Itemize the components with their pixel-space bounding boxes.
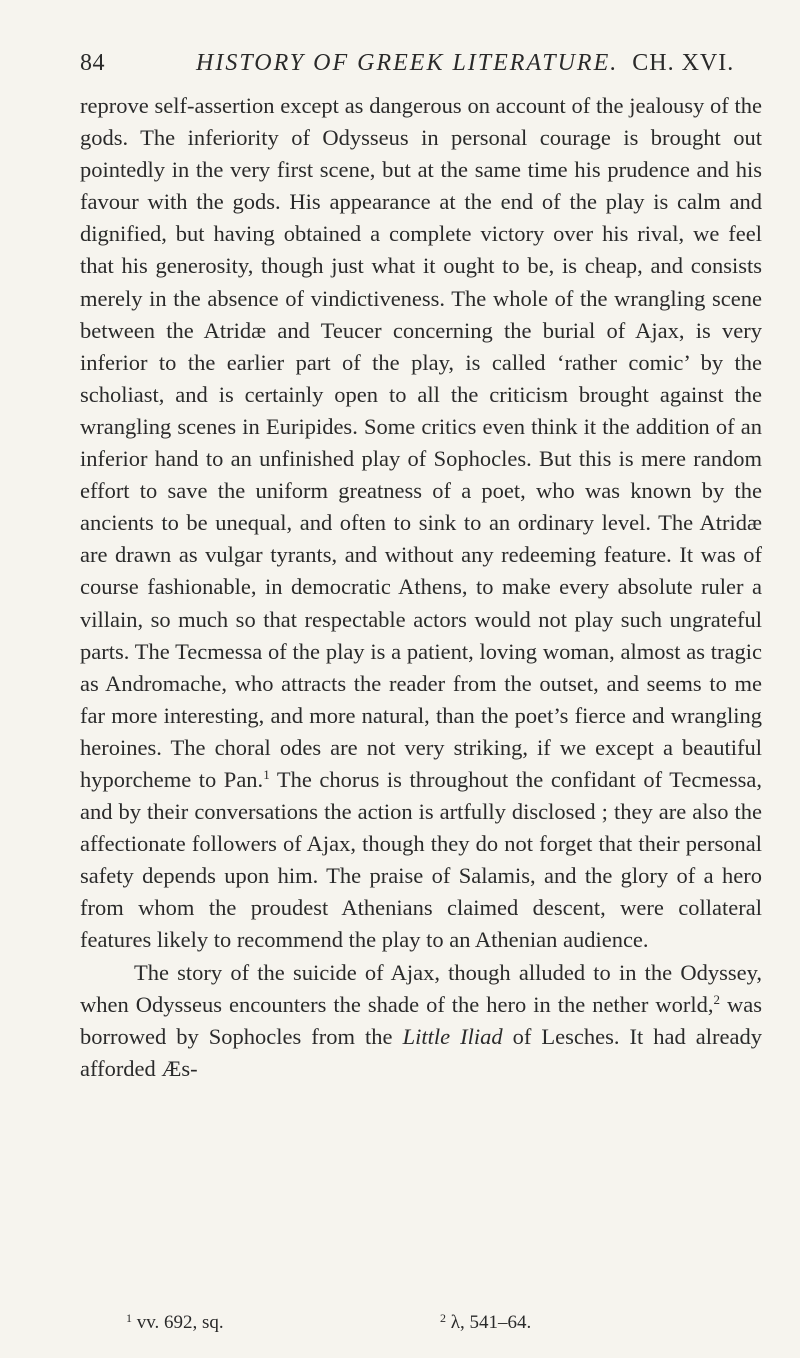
running-header — [80, 50, 776, 86]
page-number: 84 — [80, 50, 105, 76]
footnote-ref: 1 — [263, 766, 270, 782]
chapter-label: CH. XVI. — [632, 50, 735, 76]
paragraph: reprove self-assertion except as dangerous on account of the jealousy of the gods. The inferiority of Odysseus in personal courage is brought out pointedly in the very first scene, but at the same time his prudence and his favour with the gods. His appearance at the end of the play is calm and dignified, but having obtained a complete victory over his rival, we feel that his generosity, though just what it ought to be, is cheap, and consists merely in the absence of vindictiveness. The whole of the wrangling scene between the Atridæ and Teucer concerning the burial of Ajax, is very inferior to the earlier part of the play, is called ‘rather comic’ by the scholiast, and is certainly open to all the criticism brought against the wrangling scenes in Euripides. Some critics even think it the addition of an inferior hand to an unfinished play of Sophocles. But this is mere random effort to save the uniform greatness of a poet, who was known by the ancients to be unequal, and often to sink to an ordinary level. The Atridæ are drawn as vulgar tyrants, and without any redeeming feature. It was of course fashionable, in democratic Athens, to make every absolute ruler a villain, so much so that respectable actors would not play such ungrateful parts. The Tecmessa of the play is a patient, loving woman, almost as tragic as Andromache, who attracts the reader from the outset, and seems to me far more interesting, and more natural, than the poet’s fierce and wrangling heroines. The choral odes are not very striking, if we except a beautiful hyporcheme to Pan.$^1$ The chorus is throughout the confidant of Tecmessa, and by their conversations the action is artfully disclosed ; they are also the affectionate followers of Ajax, though they do not forget that their personal safety depends upon him. The praise of Salamis, and the glory of a hero from whom the proudest Athenians claimed descent, were collateral features likely to recommend the play to an Athenian audience. — [80, 93, 762, 953]
footnote: $^1$ vv. 692, sq. — [126, 1311, 224, 1333]
paragraph: The story of the suicide of Ajax, though alluded to in the Odyssey, when Odysseus encounters the shade of the hero in the nether world,$^2$ was borrowed by Sophocles from the Little Iliad of Lesches. It had already afforded Æs- — [80, 959, 763, 1081]
work-title: Little Iliad — [402, 1023, 503, 1049]
footnote: $^2$ λ, 541–64. — [440, 1311, 532, 1333]
footnote-ref: 2 — [713, 991, 721, 1007]
running-title: HISTORY OF GREEK LITERATURE. — [196, 50, 619, 76]
body-text — [80, 90, 762, 1085]
